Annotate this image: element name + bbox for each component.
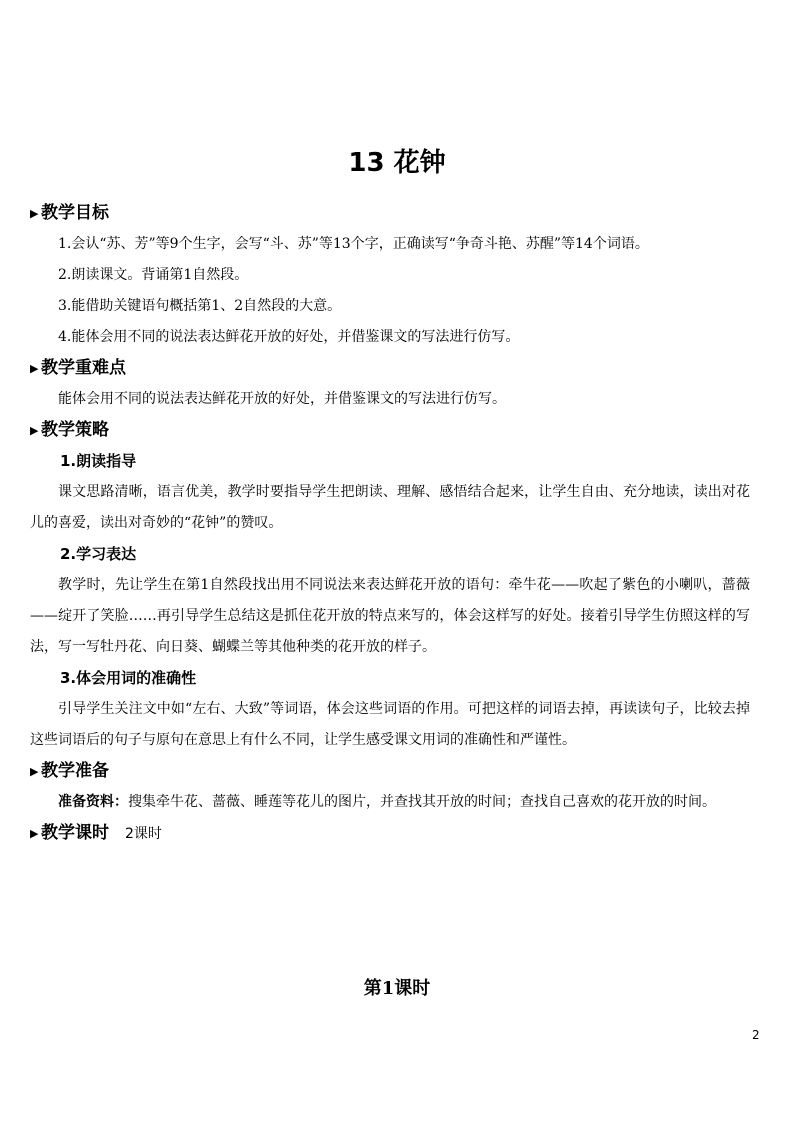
triangle-bullet-icon: ▶ [30,362,39,375]
heading-text: 教学重难点 [41,358,126,378]
hours-value: 2课时 [125,826,162,842]
document-body [30,198,750,849]
heading-text: 教学目标 [41,203,109,223]
page-number: 2 [752,1028,760,1042]
preparation-text [30,787,750,818]
section-heading-key-points [30,353,750,384]
section-heading-objectives [30,198,750,229]
triangle-bullet-icon: ▶ [30,827,39,840]
triangle-bullet-icon: ▶ [30,424,39,437]
strategy-text: 课文思路清晰，语言优美，教学时要指导学生把朗读、理解、感悟结合起来，让学生自由、充分地读，读出对花儿的喜爱，读出对奇妙的“花钟”的赞叹。 [30,484,750,531]
preparation-label: 准备资料： [58,794,128,810]
strategy-text: 教学时，先让学生在第1自然段找出用不同说法来表达鲜花开放的语句：牵牛花——吹起了紫色的小喇叭，蔷薇——绽开了笑脸……再引导学生总结这是抓住花开放的特点来写的，体会这样写的好处。接着引导学生仿照这样的写法，写一写牡丹花、向日葵、蝴蝶兰等其他种类的花开放的样子。 [30,577,750,655]
section-heading-hours [30,818,750,849]
objective-item: 3.能借助关键语句概括第1、2自然段的大意。 [58,298,342,314]
heading-text: 教学准备 [41,761,109,781]
heading-text: 教学策略 [41,420,109,440]
preparation-body: 搜集牵牛花、蔷薇、睡莲等花儿的图片，并查找其开放的时间；查找自己喜欢的花开放的时间。 [128,794,716,810]
strategy-subheading: 2.学习表达 [60,545,137,563]
key-points-text: 能体会用不同的说法表达鲜花开放的好处，并借鉴课文的写法进行仿写。 [58,391,506,407]
strategy-subheading: 3.体会用词的准确性 [60,669,197,687]
heading-text: 教学课时 [41,823,109,843]
triangle-bullet-icon: ▶ [30,207,39,220]
triangle-bullet-icon: ▶ [30,765,39,778]
lesson-heading: 第1课时 [363,978,431,999]
strategy-subheading: 1.朗读指导 [60,452,137,470]
objective-item: 2.朗读课文。背诵第1自然段。 [58,267,249,283]
section-heading-strategy [30,415,750,446]
strategy-text: 引导学生关注文中如“左右、大致”等词语，体会这些词语的作用。可把这样的词语去掉，再读读句子，比较去掉这些词语后的句子与原句在意思上有什么不同，让学生感受课文用词的准确性和严谨性。 [30,701,750,748]
objective-item: 4.能体会用不同的说法表达鲜花开放的好处，并借鉴课文的写法进行仿写。 [58,329,520,345]
objective-item: 1.会认“苏、芳”等9个生字，会写“斗、苏”等13个字，正确读写“争奇斗艳、苏醒”等14个词语。 [58,236,649,252]
page-title: 13 花钟 [348,148,446,178]
section-heading-preparation [30,756,750,787]
